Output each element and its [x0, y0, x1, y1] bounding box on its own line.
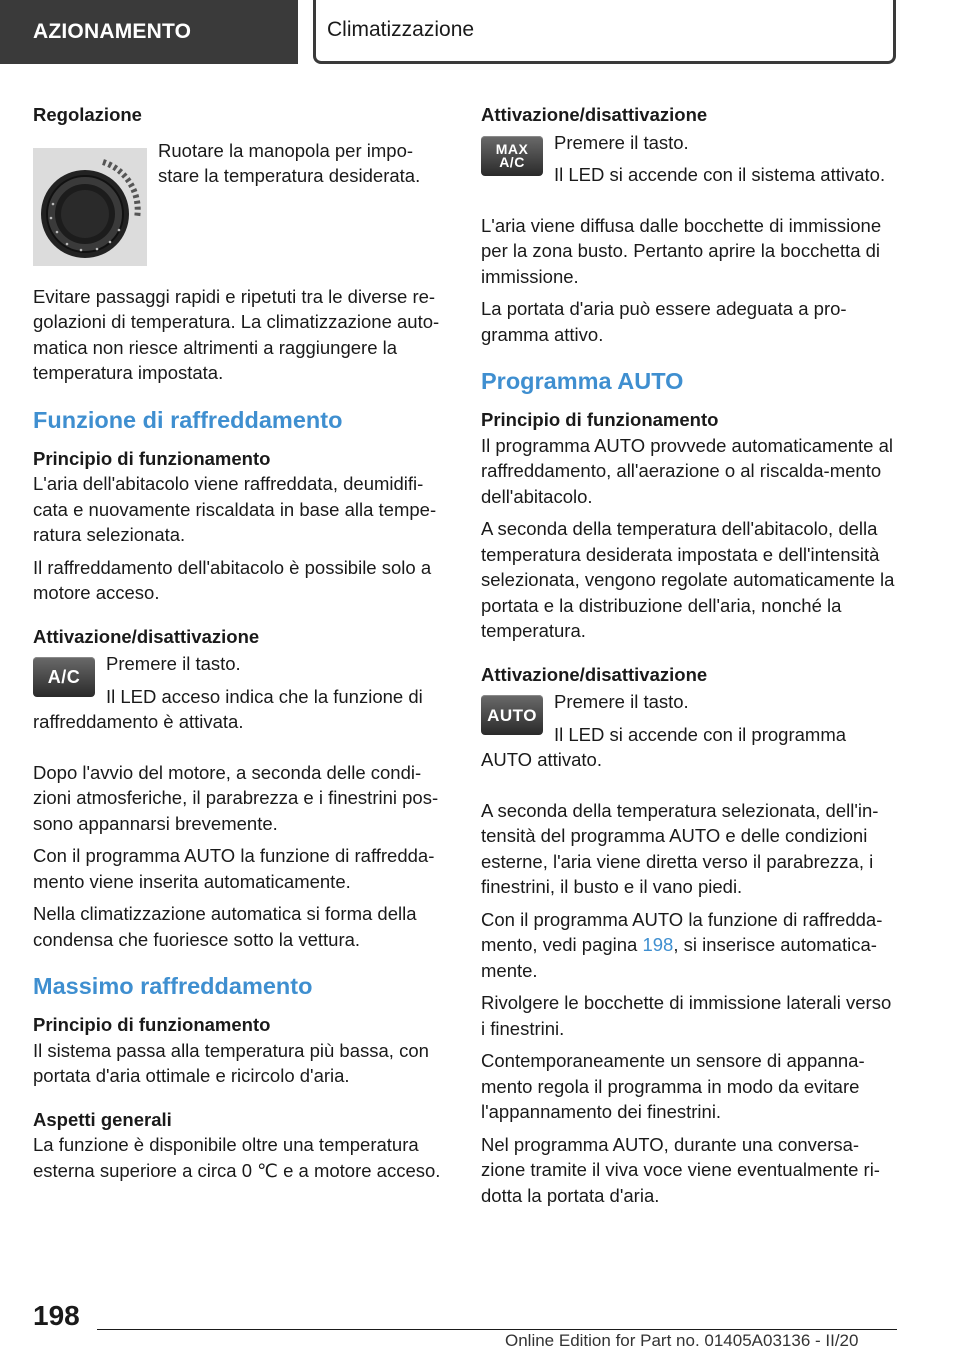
paragraph: Il LED acceso indica che la funzione di raffreddamento è attivata. [33, 685, 423, 732]
paragraph: Premere il tasto. [554, 131, 689, 153]
paragraph: Il LED si accende con il programma AUTO attivato. [481, 723, 847, 770]
heading-regolazione: Regolazione [33, 104, 142, 125]
paragraph: Premere il tasto. [106, 653, 241, 674]
page-link[interactable]: 198 [642, 934, 674, 955]
paragraph: Il raffreddamento dell'abitacolo è possibile solo a motore acceso. [33, 556, 432, 603]
page-number: 198 [33, 1300, 80, 1331]
knob-icon [33, 148, 147, 266]
heading-attivazione: Attivazione/disattivazione [481, 663, 708, 685]
heading-principio: Principio di funzionamento [481, 409, 719, 430]
section-tab: AZIONAMENTO [0, 0, 298, 64]
heading-attivazione: Attivazione/disattivazione [33, 625, 260, 647]
edition-note: Online Edition for Part no. 01405A03136 - II/20 [505, 1331, 859, 1350]
heading-principio: Principio di funzionamento [33, 447, 271, 469]
text: , si inserisce automatica-mente. [481, 934, 877, 981]
paragraph: A seconda della temperatura dell'abitacolo, della temperatura desiderata impostata e dell'intensità selezionata, vengono regolate automaticamente la portata e la distribuzione dell'aria, nonché la temperatura. [481, 518, 895, 641]
title-massimo-raffreddamento: Massimo raffreddamento [33, 973, 313, 999]
footer-divider [97, 1329, 897, 1330]
paragraph: L'aria viene diffusa dalle bocchette di immissione per la zona busto. Pertanto aprire la bocchetta di immissione. [481, 214, 882, 287]
heading-aspetti-generali: Aspetti generali [33, 1108, 172, 1130]
paragraph: Nel programma AUTO, durante una conversa-zione tramite il viva voce viene eventualmente ri-dotta la portata d'aria. [481, 1133, 880, 1206]
right-column [481, 102, 895, 1215]
ac-label: A/C [499, 153, 525, 170]
paragraph: Evitare passaggi rapidi e ripetuti tra le diverse re-golazioni di temperatura. La climatizzazione auto-matica non riesce altrimenti a raggiungere la temperatura impostata. [33, 285, 440, 383]
paragraph: Con il programma AUTO la funzione di raffredda-mento viene inserita automaticamente. [33, 845, 435, 892]
paragraph: L'aria dell'abitacolo viene raffreddata, deumidifi-cata e nuovamente riscaldata in base alla tempe-ratura selezionata. [33, 473, 437, 545]
auto-button-image: AUTO [481, 695, 543, 735]
knob-caption: Ruotare la manopola per impo-stare la temperatura desiderata. [158, 139, 421, 186]
paragraph: Contemporaneamente un sensore di appanna-mento regola il programma in modo da evitare l'appannamento dei finestrini. [481, 1050, 865, 1122]
paragraph: Il sistema passa alla temperatura più bassa, con portata d'aria ottimale e ricircolo d'aria. [33, 1039, 429, 1086]
paragraph: Dopo l'avvio del motore, a seconda delle condi-zioni atmosferiche, il parabrezza e i finestrini pos-sono appannarsi brevemente. [33, 761, 439, 834]
max-label: MAX [495, 140, 529, 157]
ac-button-image: A/C [33, 657, 95, 697]
text: Con il programma AUTO la funzione di raffredda-mento, vedi pagina [481, 908, 883, 955]
paragraph: Premere il tasto. [554, 691, 689, 712]
heading-principio: Principio di funzionamento [33, 1014, 271, 1035]
title-programma-auto: Programma AUTO [481, 368, 684, 394]
title-funzione-raffreddamento: Funzione di raffreddamento [33, 406, 343, 433]
paragraph-with-link [481, 907, 895, 984]
auto-figure-row [481, 689, 895, 780]
knob-figure-row [33, 138, 447, 266]
paragraph: Il LED si accende con il sistema attivato. [554, 164, 886, 185]
paragraph: La funzione è disponibile oltre una temperatura esterna superiore a circa 0 ℃ e a motore acceso. [33, 1134, 441, 1181]
ac-figure-row [33, 651, 447, 742]
temperature-knob-image [33, 148, 147, 266]
chapter-tab: Climatizzazione [313, 0, 896, 64]
paragraph: A seconda della temperatura selezionata, dell'in-tensità del programma AUTO e delle condizioni esterne, l'aria viene diretta verso il parabrezza, i finestrini, il busto e il vano piedi. [481, 799, 879, 897]
paragraph: Nella climatizzazione automatica si forma della condensa che fuoriesce sotto la vettura. [33, 903, 417, 950]
paragraph: La portata d'aria può essere adeguata a pro-gramma attivo. [481, 298, 847, 345]
left-column [33, 102, 447, 1190]
paragraph: Il programma AUTO provvede automaticamente al raffreddamento, all'aerazione o al riscalda-mento dell'abitacolo. [481, 434, 893, 507]
maxac-figure-row [481, 130, 895, 195]
heading-attivazione: Attivazione/disattivazione [481, 104, 708, 125]
paragraph: Rivolgere le bocchette di immissione laterali verso i finestrini. [481, 992, 892, 1039]
max-ac-button-image [481, 136, 543, 176]
